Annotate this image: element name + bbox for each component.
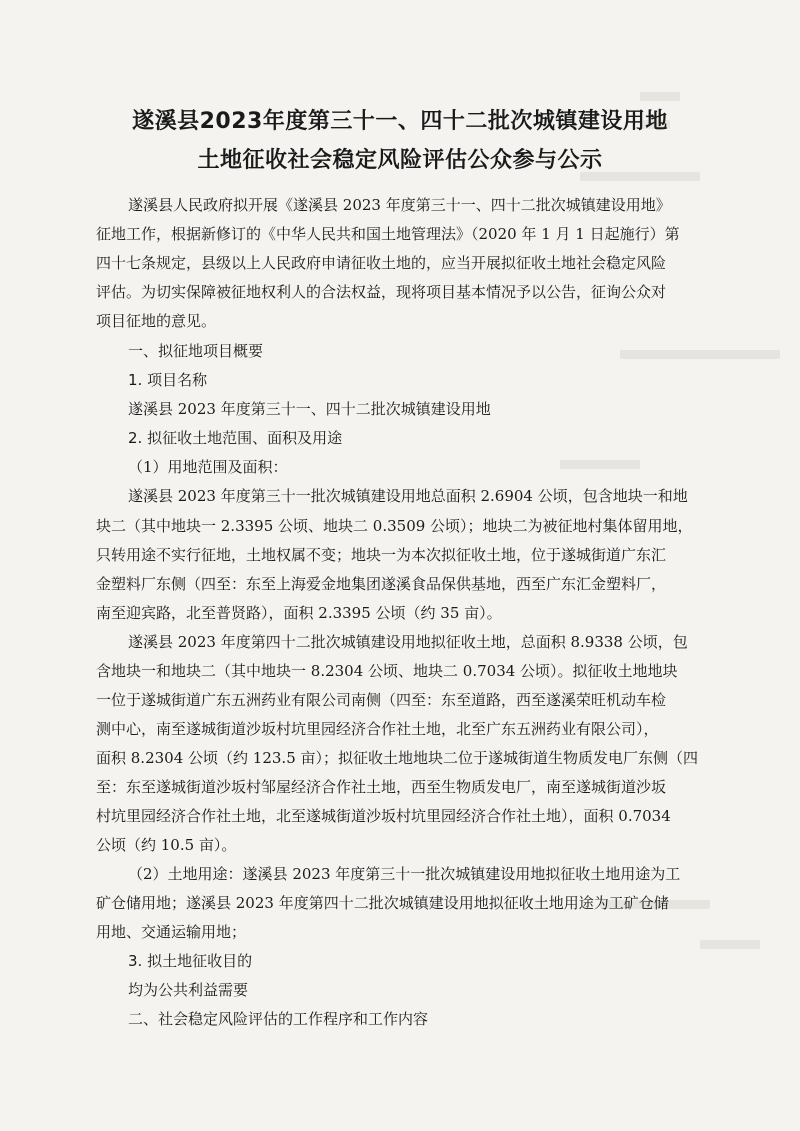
document-title-line-2: 土地征收社会稳定风险评估公众参与公示 — [197, 148, 603, 173]
body-line: 征地工作，根据新修订的《中华人民共和国土地管理法》（2020 年 1 月 1 日起施行）第 — [96, 225, 680, 243]
body-line: 只转用途不实行征地，土地权属不变；地块一为本次拟征收土地，位于遂城街道广东汇 — [96, 546, 667, 564]
body-line: 南至迎宾路，北至普贤路），面积 2.3395 公顷（约 35 亩）。 — [96, 604, 502, 622]
bleed-through-mark — [620, 350, 780, 359]
bleed-through-mark — [560, 460, 640, 469]
subheading-project-name: 1. 项目名称 — [128, 371, 208, 389]
subheading-purpose: 3. 拟土地征收目的 — [128, 952, 253, 970]
body-line: 用地、交通运输用地； — [96, 923, 247, 941]
body-line: 公顷（约 10.5 亩）。 — [96, 836, 237, 854]
subheading-land-scope: 2. 拟征收土地范围、面积及用途 — [128, 429, 343, 447]
body-line: 遂溪县人民政府拟开展《遂溪县 2023 年度第三十一、四十二批次城镇建设用地》 — [128, 196, 671, 214]
body-line: 均为公共利益需要 — [128, 981, 249, 999]
section-heading-2: 二、社会稳定风险评估的工作程序和工作内容 — [128, 1010, 429, 1028]
body-line: 矿仓储用地；遂溪县 2023 年度第四十二批次城镇建设用地拟征收土地用途为工矿仓储 — [96, 894, 669, 912]
body-line: 评估。为切实保障被征地权利人的合法权益，现将项目基本情况予以公告，征询公众对 — [96, 283, 667, 301]
body-line: 遂溪县 2023 年度第三十一批次城镇建设用地总面积 2.6904 公顷，包含地块一和地 — [128, 487, 688, 505]
body-line: 块二（其中地块一 2.3395 公顷、地块二 0.3509 公顷）；地块二为被征地村集体留用地， — [96, 517, 693, 535]
body-line: 遂溪县 2023 年度第三十一、四十二批次城镇建设用地 — [128, 400, 491, 418]
body-line: 测中心，南至遂城街道沙坂村坑里园经济合作社土地，北至广东五洲药业有限公司）， — [96, 720, 659, 738]
body-line: 遂溪县 2023 年度第四十二批次城镇建设用地拟征收土地，总面积 8.9338 公顷，包 — [128, 633, 688, 651]
body-line: 面积 8.2304 公顷（约 123.5 亩）；拟征收土地地块二位于遂城街道生物质发电厂东侧（四 — [96, 749, 699, 767]
body-line: 一位于遂城街道广东五洲药业有限公司南侧（四至：东至道路，西至遂溪荣旺机动车检 — [96, 691, 667, 709]
document-title-line-1: 遂溪县2023年度第三十一、四十二批次城镇建设用地 — [132, 109, 668, 134]
bleed-through-mark — [640, 92, 680, 101]
section-heading-1: 一、拟征地项目概要 — [128, 342, 264, 360]
body-line: 含地块一和地块二（其中地块一 8.2304 公顷、地块二 0.7034 公顷）。拟征收土地地块 — [96, 662, 678, 680]
body-line: 四十七条规定，县级以上人民政府申请征收土地的，应当开展拟征收土地社会稳定风险 — [96, 254, 667, 272]
body-line: （2）土地用途：遂溪县 2023 年度第三十一批次城镇建设用地拟征收土地用途为工 — [128, 865, 681, 883]
bleed-through-mark — [700, 940, 760, 949]
body-line: 金塑料厂东侧（四至：东至上海爱金地集团遂溪食品保供基地，西至广东汇金塑料厂， — [96, 575, 667, 593]
body-line: 项目征地的意见。 — [96, 312, 217, 330]
body-line: 至：东至遂城街道沙坂村邹屋经济合作社土地，西至生物质发电厂，南至遂城街道沙坂 — [96, 778, 667, 796]
body-line: 村坑里园经济合作社土地，北至遂城街道沙坂村坑里园经济合作社土地），面积 0.7034 — [96, 807, 671, 825]
body-line: （1）用地范围及面积： — [128, 458, 288, 476]
